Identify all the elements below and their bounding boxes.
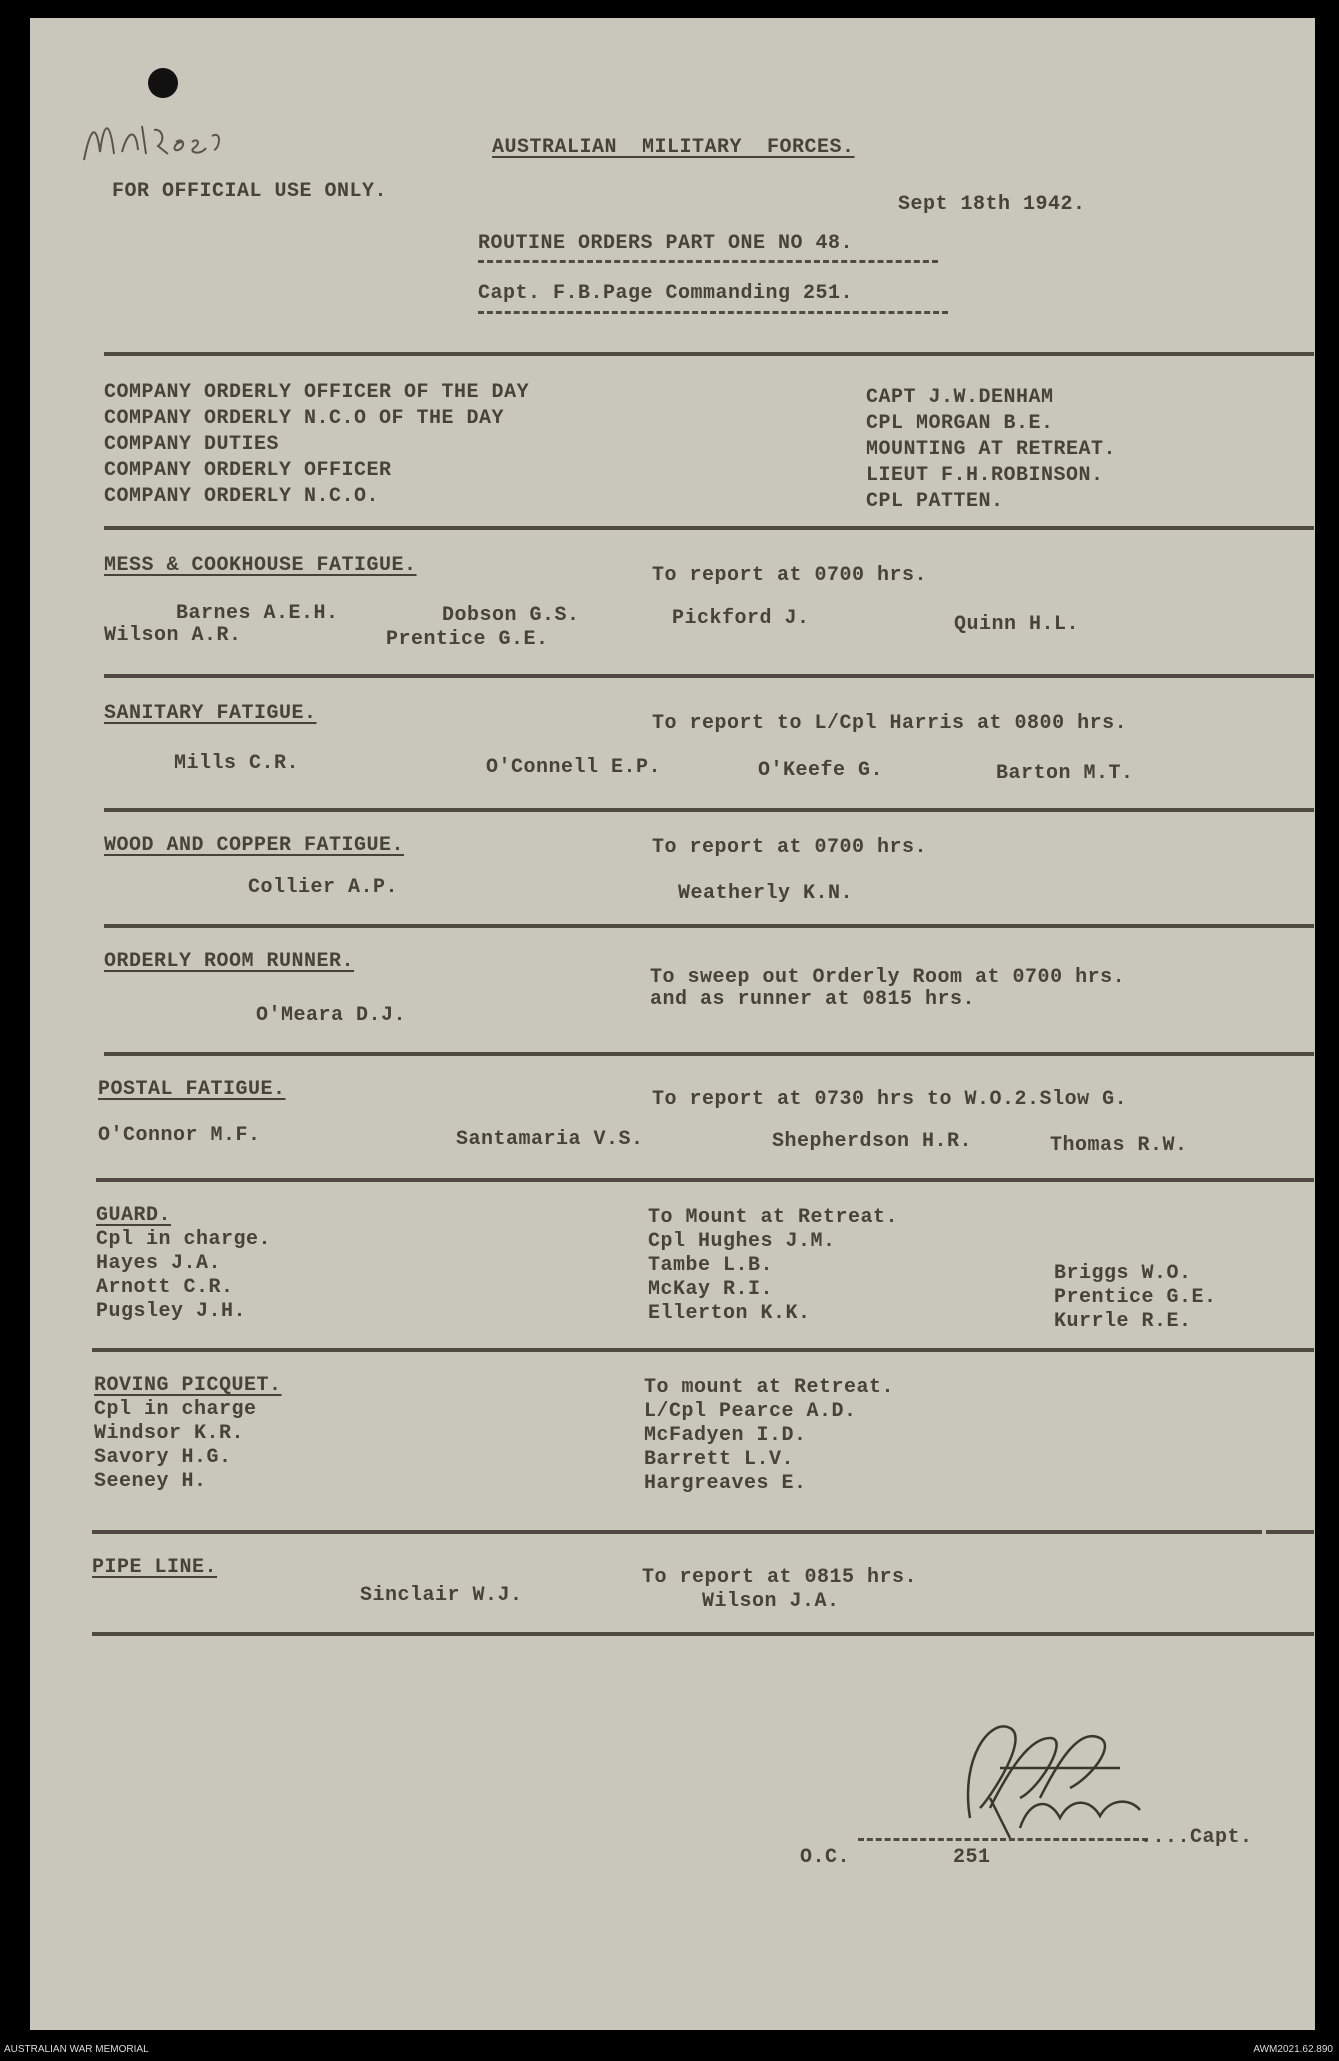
document-page: [30, 18, 1315, 2030]
guard-member: Kurrle R.E.: [1054, 1310, 1192, 1333]
picquet-member: Hargreaves E.: [644, 1472, 807, 1495]
assigned-name: Quinn H.L.: [954, 613, 1080, 636]
guard-member: Ellerton K.K.: [648, 1302, 811, 1325]
order-date: Sept 18th 1942.: [898, 193, 1086, 216]
commanding-line: Capt. F.B.Page Commanding 251.: [478, 282, 854, 305]
section-instruction: To report at 0815 hrs.: [642, 1566, 918, 1589]
order-title: ROUTINE ORDERS PART ONE NO 48.: [478, 232, 854, 255]
assigned-name: Pickford J.: [672, 607, 810, 630]
picquet-member: Cpl in charge: [94, 1398, 257, 1421]
picquet-member: Seeney H.: [94, 1470, 207, 1493]
divider: [104, 1052, 1314, 1056]
section-title: MESS & COOKHOUSE FATIGUE.: [104, 554, 417, 577]
duty-value: CPL PATTEN.: [866, 490, 1004, 513]
assigned-name: O'Meara D.J.: [256, 1004, 407, 1027]
picquet-member: Barrett L.V.: [644, 1448, 795, 1471]
section-title: ORDERLY ROOM RUNNER.: [104, 950, 355, 973]
assigned-name: Collier A.P.: [248, 876, 399, 899]
guard-member: Cpl in charge.: [96, 1228, 272, 1251]
org-heading: AUSTRALIAN MILITARY FORCES.: [492, 136, 855, 159]
guard-member: Briggs W.O.: [1054, 1262, 1192, 1285]
guard-member: Pugsley J.H.: [96, 1300, 247, 1323]
divider: [104, 808, 1314, 812]
divider: [104, 924, 1314, 928]
divider: [92, 1530, 1262, 1534]
assigned-name: O'Connell E.P.: [486, 756, 662, 779]
duty-value: MOUNTING AT RETREAT.: [866, 438, 1117, 461]
divider: [96, 1178, 1314, 1182]
section-title: PIPE LINE.: [92, 1556, 218, 1579]
divider: [1266, 1530, 1314, 1534]
footer-right: AWM2021.62.890: [1253, 2044, 1333, 2055]
guard-member: Prentice G.E.: [1054, 1286, 1217, 1309]
section-instruction: To report at 0730 hrs to W.O.2.Slow G.: [652, 1088, 1128, 1111]
duty-label: COMPANY ORDERLY OFFICER: [104, 459, 392, 482]
assigned-name: O'Keefe G.: [758, 759, 884, 782]
guard-member: Arnott C.R.: [96, 1276, 234, 1299]
title-underline: [478, 260, 938, 266]
guard-member: Tambe L.B.: [648, 1254, 774, 1277]
divider: [92, 1632, 1314, 1636]
section-title: SANITARY FATIGUE.: [104, 702, 317, 725]
commanding-underline: [478, 311, 948, 317]
section-instruction: To report to L/Cpl Harris at 0800 hrs.: [652, 712, 1128, 735]
duty-label: COMPANY ORDERLY N.C.O.: [104, 485, 380, 508]
handwritten-note-image: [76, 90, 236, 180]
duty-value: LIEUT F.H.ROBINSON.: [866, 464, 1104, 487]
section-instruction: To mount at Retreat.: [644, 1376, 895, 1399]
divider: [104, 352, 1314, 356]
assigned-name: Shepherdson H.R.: [772, 1130, 973, 1153]
assigned-name: Prentice G.E.: [386, 628, 549, 651]
divider: [104, 674, 1314, 678]
assigned-name: Thomas R.W.: [1050, 1134, 1188, 1157]
assigned-name: Wilson A.R.: [104, 624, 242, 647]
section-instruction: To report at 0700 hrs.: [652, 836, 928, 859]
section-title: ROVING PICQUET.: [94, 1374, 282, 1397]
footer-left: AUSTRALIAN WAR MEMORIAL: [4, 2044, 149, 2055]
divider: [92, 1348, 1314, 1352]
duty-label: COMPANY ORDERLY OFFICER OF THE DAY: [104, 381, 530, 404]
signature-dotted-line: [858, 1838, 1148, 1844]
assigned-name: Sinclair W.J.: [360, 1584, 523, 1607]
assigned-name: Wilson J.A.: [702, 1590, 840, 1613]
guard-member: Hayes J.A.: [96, 1252, 222, 1275]
section-title: WOOD AND COPPER FATIGUE.: [104, 834, 405, 857]
assigned-name: Mills C.R.: [174, 752, 300, 775]
section-instruction: To report at 0700 hrs.: [652, 564, 928, 587]
section-instruction: To sweep out Orderly Room at 0700 hrs.: [650, 966, 1126, 989]
picquet-member: McFadyen I.D.: [644, 1424, 807, 1447]
rank-suffix: ....Capt.: [1140, 1826, 1253, 1849]
duty-value: CAPT J.W.DENHAM: [866, 386, 1054, 409]
duty-label: COMPANY ORDERLY N.C.O OF THE DAY: [104, 407, 505, 430]
oc-label: O.C.: [800, 1846, 851, 1869]
section-instruction: and as runner at 0815 hrs.: [650, 988, 976, 1011]
assigned-name: O'Connor M.F.: [98, 1124, 261, 1147]
picquet-member: Savory H.G.: [94, 1446, 232, 1469]
unit-number: 251: [953, 1846, 991, 1869]
picquet-member: Windsor K.R.: [94, 1422, 245, 1445]
picquet-member: L/Cpl Pearce A.D.: [644, 1400, 857, 1423]
guard-member: McKay R.I.: [648, 1278, 774, 1301]
section-instruction: To Mount at Retreat.: [648, 1206, 899, 1229]
classification: FOR OFFICIAL USE ONLY.: [112, 180, 388, 203]
assigned-name: Barton M.T.: [996, 762, 1134, 785]
divider: [104, 526, 1314, 530]
assigned-name: Weatherly K.N.: [678, 882, 854, 905]
section-title: GUARD.: [96, 1204, 172, 1227]
section-title: POSTAL FATIGUE.: [98, 1078, 286, 1101]
duty-label: COMPANY DUTIES: [104, 433, 280, 456]
assigned-name: Santamaria V.S.: [456, 1128, 644, 1151]
guard-member: Cpl Hughes J.M.: [648, 1230, 836, 1253]
assigned-name: Dobson G.S.: [442, 604, 580, 627]
duty-value: CPL MORGAN B.E.: [866, 412, 1054, 435]
assigned-name: Barnes A.E.H.: [176, 602, 339, 625]
